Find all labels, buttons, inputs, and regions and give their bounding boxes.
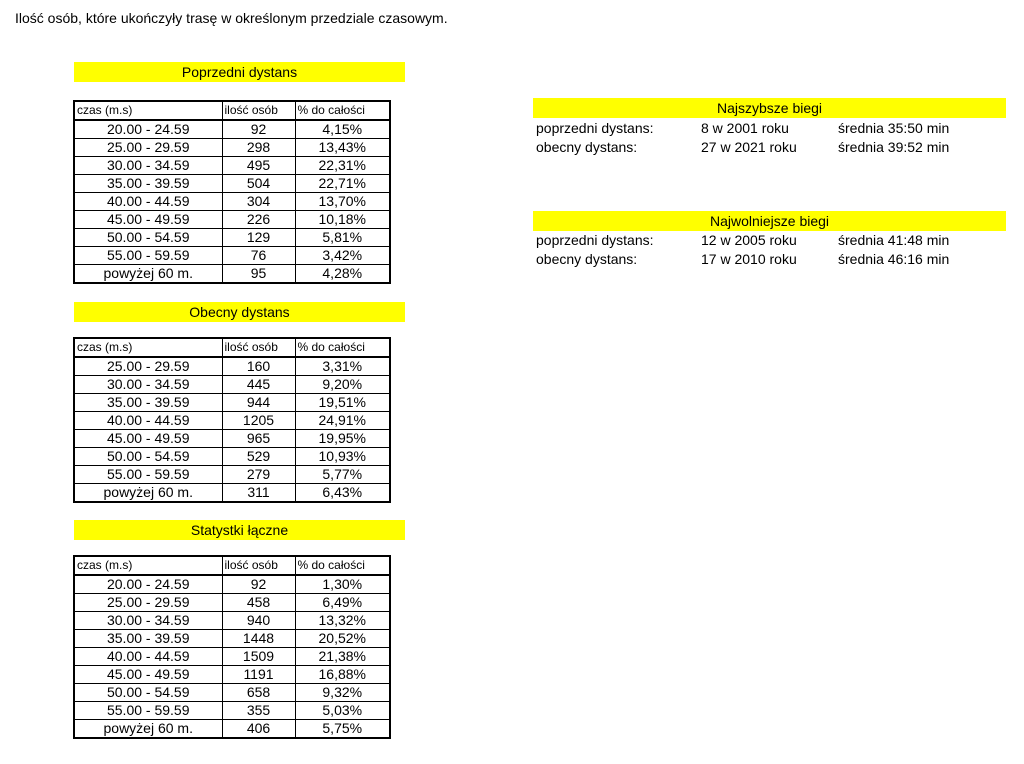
count-cell: 92 xyxy=(222,575,295,594)
table-row xyxy=(74,247,390,265)
header-percent: % do całości xyxy=(295,338,390,357)
record-label: obecny dystans: xyxy=(536,139,638,155)
time-cell: 50.00 - 54.59 xyxy=(74,684,222,702)
section-title-slowest: Najwolniejsze biegi xyxy=(533,211,1006,231)
percent-cell: 19,95% xyxy=(295,430,390,448)
record-info: 8 w 2001 roku xyxy=(701,120,789,136)
percent-cell: 9,20% xyxy=(295,376,390,394)
record-label: poprzedni dystans: xyxy=(536,120,654,136)
table-row xyxy=(74,175,390,193)
table-header-row xyxy=(74,101,390,120)
count-cell: 406 xyxy=(222,720,295,739)
time-cell: powyżej 60 m. xyxy=(74,484,222,503)
time-cell: 25.00 - 29.59 xyxy=(74,139,222,157)
time-cell: 20.00 - 24.59 xyxy=(74,575,222,594)
count-cell: 92 xyxy=(222,120,295,139)
table-previous xyxy=(73,100,391,284)
time-cell: 35.00 - 39.59 xyxy=(74,175,222,193)
table-row xyxy=(74,211,390,229)
count-cell: 160 xyxy=(222,357,295,376)
header-time: czas (m.s) xyxy=(74,556,222,575)
table-row xyxy=(74,120,390,139)
count-cell: 940 xyxy=(222,612,295,630)
count-cell: 298 xyxy=(222,139,295,157)
count-cell: 965 xyxy=(222,430,295,448)
percent-cell: 4,28% xyxy=(295,265,390,284)
time-cell: 55.00 - 59.59 xyxy=(74,702,222,720)
record-average: średnia 35:50 min xyxy=(838,120,950,136)
percent-cell: 19,51% xyxy=(295,394,390,412)
count-cell: 1448 xyxy=(222,630,295,648)
header-time: czas (m.s) xyxy=(74,338,222,357)
percent-cell: 13,43% xyxy=(295,139,390,157)
percent-cell: 1,30% xyxy=(295,575,390,594)
count-cell: 76 xyxy=(222,247,295,265)
percent-cell: 22,71% xyxy=(295,175,390,193)
count-cell: 1205 xyxy=(222,412,295,430)
table-header-row xyxy=(74,556,390,575)
time-cell: 35.00 - 39.59 xyxy=(74,630,222,648)
percent-cell: 9,32% xyxy=(295,684,390,702)
count-cell: 304 xyxy=(222,193,295,211)
time-cell: 50.00 - 54.59 xyxy=(74,229,222,247)
count-cell: 495 xyxy=(222,157,295,175)
percent-cell: 4,15% xyxy=(295,120,390,139)
time-cell: 45.00 - 49.59 xyxy=(74,211,222,229)
time-cell: 40.00 - 44.59 xyxy=(74,648,222,666)
record-info: 17 w 2010 roku xyxy=(701,251,797,267)
percent-cell: 10,93% xyxy=(295,448,390,466)
table-row xyxy=(74,466,390,484)
percent-cell: 6,49% xyxy=(295,594,390,612)
table-row xyxy=(74,484,390,503)
table-row xyxy=(74,412,390,430)
table-row xyxy=(74,157,390,175)
time-cell: 30.00 - 34.59 xyxy=(74,157,222,175)
time-cell: powyżej 60 m. xyxy=(74,265,222,284)
table-combined xyxy=(73,555,391,739)
count-cell: 279 xyxy=(222,466,295,484)
time-cell: 55.00 - 59.59 xyxy=(74,247,222,265)
percent-cell: 24,91% xyxy=(295,412,390,430)
table-row xyxy=(74,594,390,612)
percent-cell: 6,43% xyxy=(295,484,390,503)
time-cell: 20.00 - 24.59 xyxy=(74,120,222,139)
count-cell: 944 xyxy=(222,394,295,412)
percent-cell: 5,75% xyxy=(295,720,390,739)
record-info: 12 w 2005 roku xyxy=(701,232,797,248)
table-row xyxy=(74,430,390,448)
record-row-fastest-current xyxy=(533,138,1013,156)
record-label: poprzedni dystans: xyxy=(536,232,654,248)
table-row xyxy=(74,448,390,466)
percent-cell: 13,70% xyxy=(295,193,390,211)
page-title: Ilość osób, które ukończyły trasę w określonym przedziale czasowym. xyxy=(15,10,448,26)
count-cell: 458 xyxy=(222,594,295,612)
percent-cell: 21,38% xyxy=(295,648,390,666)
time-cell: 30.00 - 34.59 xyxy=(74,612,222,630)
header-percent: % do całości xyxy=(295,556,390,575)
table-row xyxy=(74,139,390,157)
time-cell: 30.00 - 34.59 xyxy=(74,376,222,394)
header-count: ilość osób xyxy=(222,101,295,120)
count-cell: 445 xyxy=(222,376,295,394)
percent-cell: 22,31% xyxy=(295,157,390,175)
percent-cell: 20,52% xyxy=(295,630,390,648)
time-cell: 45.00 - 49.59 xyxy=(74,430,222,448)
header-time: czas (m.s) xyxy=(74,101,222,120)
time-cell: 25.00 - 29.59 xyxy=(74,594,222,612)
section-title-fastest: Najszybsze biegi xyxy=(533,98,1006,118)
percent-cell: 3,42% xyxy=(295,247,390,265)
section-title-combined: Statystki łączne xyxy=(74,520,405,540)
percent-cell: 5,77% xyxy=(295,466,390,484)
count-cell: 95 xyxy=(222,265,295,284)
count-cell: 504 xyxy=(222,175,295,193)
time-cell: 35.00 - 39.59 xyxy=(74,394,222,412)
count-cell: 1509 xyxy=(222,648,295,666)
time-cell: 40.00 - 44.59 xyxy=(74,193,222,211)
table-row xyxy=(74,575,390,594)
table-current xyxy=(73,337,391,503)
record-label: obecny dystans: xyxy=(536,251,638,267)
table-row xyxy=(74,648,390,666)
table-row xyxy=(74,376,390,394)
section-title-previous: Poprzedni dystans xyxy=(74,62,405,82)
time-cell: 55.00 - 59.59 xyxy=(74,466,222,484)
table-row xyxy=(74,265,390,284)
table-header-row xyxy=(74,338,390,357)
percent-cell: 3,31% xyxy=(295,357,390,376)
record-row-fastest-previous xyxy=(533,119,1013,137)
table-row xyxy=(74,394,390,412)
percent-cell: 5,81% xyxy=(295,229,390,247)
record-average: średnia 46:16 min xyxy=(838,251,950,267)
count-cell: 129 xyxy=(222,229,295,247)
header-count: ilość osób xyxy=(222,338,295,357)
time-cell: 40.00 - 44.59 xyxy=(74,412,222,430)
time-cell: powyżej 60 m. xyxy=(74,720,222,739)
percent-cell: 13,32% xyxy=(295,612,390,630)
table-row xyxy=(74,702,390,720)
count-cell: 529 xyxy=(222,448,295,466)
record-row-slowest-current xyxy=(533,250,1013,268)
header-count: ilość osób xyxy=(222,556,295,575)
table-row xyxy=(74,193,390,211)
table-row xyxy=(74,357,390,376)
header-percent: % do całości xyxy=(295,101,390,120)
table-row xyxy=(74,630,390,648)
section-title-current: Obecny dystans xyxy=(74,302,405,322)
count-cell: 355 xyxy=(222,702,295,720)
table-row xyxy=(74,229,390,247)
record-average: średnia 41:48 min xyxy=(838,232,950,248)
percent-cell: 10,18% xyxy=(295,211,390,229)
record-row-slowest-previous xyxy=(533,231,1013,249)
time-cell: 50.00 - 54.59 xyxy=(74,448,222,466)
count-cell: 311 xyxy=(222,484,295,503)
count-cell: 1191 xyxy=(222,666,295,684)
count-cell: 658 xyxy=(222,684,295,702)
table-row xyxy=(74,684,390,702)
time-cell: 45.00 - 49.59 xyxy=(74,666,222,684)
count-cell: 226 xyxy=(222,211,295,229)
time-cell: 25.00 - 29.59 xyxy=(74,357,222,376)
table-row xyxy=(74,666,390,684)
table-row xyxy=(74,720,390,739)
record-average: średnia 39:52 min xyxy=(838,139,950,155)
record-info: 27 w 2021 roku xyxy=(701,139,797,155)
table-row xyxy=(74,612,390,630)
percent-cell: 5,03% xyxy=(295,702,390,720)
percent-cell: 16,88% xyxy=(295,666,390,684)
